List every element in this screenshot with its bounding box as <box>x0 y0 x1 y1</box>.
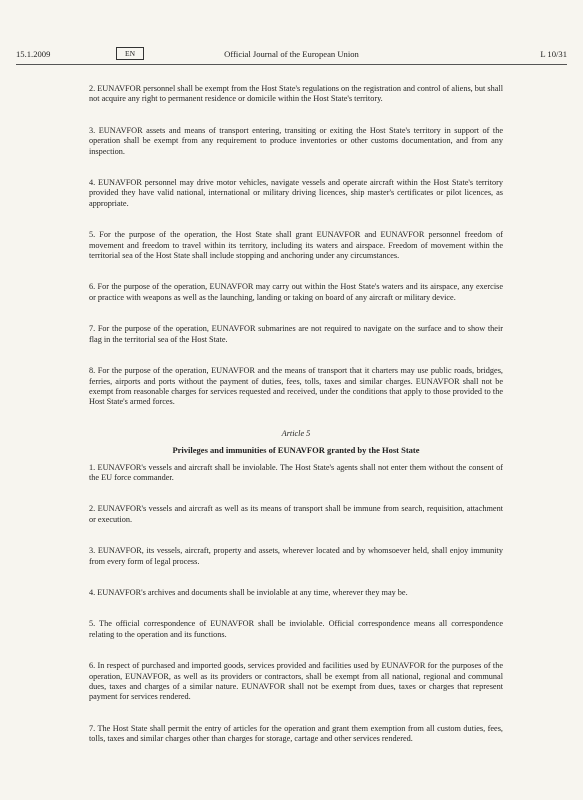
paragraph-5-2: 2. EUNAVFOR's vessels and aircraft as well as its means of transport shall be immune from search, requisition, attachment or execution. <box>89 504 503 524</box>
paragraph-4-2: 2. EUNAVFOR personnel shall be exempt from the Host State's regulations on the registration and control of aliens, but shall not acquire any right to permanent residence or domicile within the Host State's territory. <box>89 84 503 104</box>
article-title: Privileges and immunities of EUNAVFOR granted by the Host State <box>172 445 420 456</box>
paragraph-4-3: 3. EUNAVFOR assets and means of transport entering, transiting or exiting the Host State's territory in support of the operation shall be exempt from any requirement to produce inventories or other customs documentation, and from any inspection. <box>89 125 503 156</box>
paragraph-4-7: 7. For the purpose of the operation, EUNAVFOR submarines are not required to navigate on the surface and to show their flag in the territorial sea of the Host State. <box>89 324 503 344</box>
paragraph-5-1: 1. EUNAVFOR's vessels and aircraft shall be inviolable. The Host State's agents shall not enter them without the consent of the EU force commander. <box>89 462 503 482</box>
page-header <box>16 46 567 62</box>
paragraph-5-6: 6. In respect of purchased and imported goods, services provided and facilities used by EUNAVFOR for the purposes of the operation, EUNAVFOR, as well as its providers or contractors, shall be exempt from all national, regional and communal dues, taxes and charges of a similar nature. EUNAVFOR shall not be exempt from dues, taxes or charges that represent payment for services rendered. <box>89 661 503 702</box>
journal-title: Official Journal of the European Union <box>224 49 359 59</box>
language-badge: EN <box>116 47 144 60</box>
article-number: Article 5 <box>281 428 311 438</box>
page-number: L 10/31 <box>540 49 567 59</box>
paragraph-5-5: 5. The official correspondence of EUNAVFOR shall be inviolable. Official correspondence means all correspondence relating to the operation and its functions. <box>89 619 503 639</box>
paragraph-4-6: 6. For the purpose of the operation, EUNAVFOR may carry out within the Host State's waters and its airspace, any exercise or practice with weapons as well as the launching, landing or taking on board of any aircraft or military device. <box>89 282 503 302</box>
paragraph-4-5: 5. For the purpose of the operation, the Host State shall grant EUNAVFOR and EUNAVFOR personnel freedom of movement and freedom to travel within its territory, including its waters and airspace. Freedom of movement within the territorial sea of the Host State shall include stopping and anchoring under any circumstances. <box>89 230 503 261</box>
paragraph-5-7: 7. The Host State shall permit the entry of articles for the operation and grant them exemption from all custom duties, fees, tolls, taxes and similar charges other than charges for storage, cartage and other services rendered. <box>89 723 503 744</box>
paragraph-4-4: 4. EUNAVFOR personnel may drive motor vehicles, navigate vessels and operate aircraft within the Host State's territory provided they have valid national, international or military driving licences, ship master's certificates or pilot licences, as appropriate. <box>89 178 503 208</box>
paragraph-5-3: 3. EUNAVFOR, its vessels, aircraft, property and assets, wherever located and by whomsoever held, shall enjoy immunity from every form of legal process. <box>89 546 503 566</box>
paragraph-5-4: 4. EUNAVFOR's archives and documents shall be inviolable at any time, wherever they may be. <box>89 587 408 597</box>
document-body <box>89 84 503 745</box>
paragraph-4-8: 8. For the purpose of the operation, EUNAVFOR and the means of transport that it charters may use public roads, bridges, ferries, airports and ports without the payment of duties, fees, tolls, taxes and similar charges. EUNAVFOR shall not be exempt from reasonable charges for services requested and received, under the conditions that apply to those provided to the Host State's armed forces. <box>89 366 503 407</box>
header-rule <box>16 64 567 65</box>
publication-date: 15.1.2009 <box>16 49 51 59</box>
